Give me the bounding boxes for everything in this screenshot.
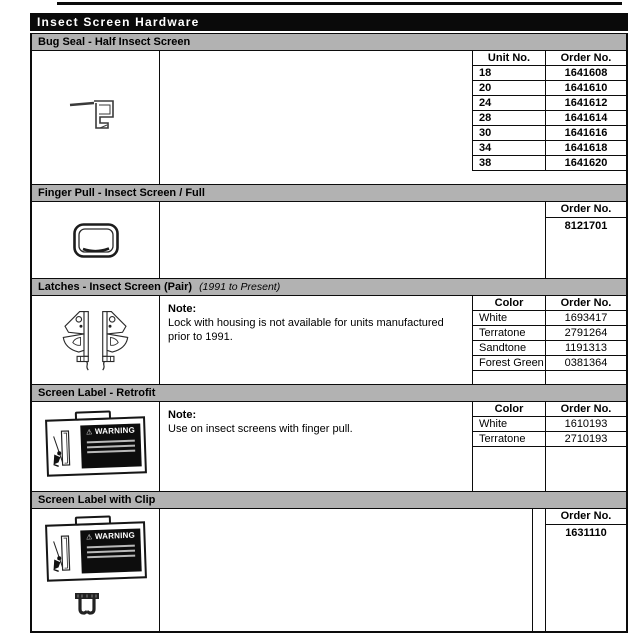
order-box (545, 509, 626, 631)
table-cell: 1641616 (546, 126, 626, 141)
bug-seal-image (67, 94, 125, 142)
order-box (545, 202, 626, 278)
table-cell: 2710193 (546, 432, 626, 447)
table-cell: White (473, 311, 546, 326)
catalog-page (30, 13, 628, 633)
product-image-cell (32, 51, 160, 184)
table-cell: 1641614 (546, 111, 626, 126)
section-content-row (32, 402, 626, 491)
table-header-cell: Color (473, 296, 546, 311)
page-title-bar (30, 13, 628, 31)
table-filler (546, 447, 626, 491)
warning-text-line (87, 450, 135, 454)
clip-image (74, 590, 100, 618)
table-cell: Terratone (473, 326, 546, 341)
section-bug-seal (32, 33, 626, 184)
note-label: Note: (168, 303, 197, 315)
empty-cell (160, 509, 533, 631)
color-order-table (472, 402, 626, 491)
section-screen-label-clip (32, 491, 626, 631)
gap-cell (533, 509, 545, 631)
note-label: Note: (168, 409, 197, 421)
table-cell: 38 (473, 156, 546, 171)
warning-triangle-icon: ⚠ (85, 429, 93, 437)
table-header-cell: Order No. (546, 296, 626, 311)
warning-panel (80, 528, 141, 573)
warning-label-tab (74, 410, 110, 420)
table-cell: Forest Green (473, 356, 546, 371)
section-finger-pull (32, 184, 626, 278)
table-filler (546, 371, 626, 384)
warning-text-line (86, 544, 134, 548)
table-cell: 18 (473, 66, 546, 81)
warning-heading: WARNING (94, 530, 135, 541)
section-header-bar (32, 278, 626, 296)
section-header-bar (32, 384, 626, 402)
warning-text-line (86, 440, 134, 444)
latch-right-image (100, 309, 133, 371)
empty-cell (160, 202, 545, 278)
warning-label-art (49, 532, 78, 575)
table-cell-area (545, 202, 626, 278)
section-content-row (32, 202, 626, 278)
warning-heading: WARNING (94, 425, 135, 437)
table-cell: Terratone (473, 432, 546, 447)
product-image-cell (32, 202, 160, 278)
table-cell: White (473, 417, 546, 432)
note-cell (160, 402, 472, 491)
table-cell: 2791264 (546, 326, 626, 341)
note-text: Use on insect screens with finger pull. (168, 423, 353, 435)
table-cell: 1641610 (546, 81, 626, 96)
section-content-row (32, 51, 626, 184)
section-header-label: Bug Seal - Half Insect Screen (38, 36, 191, 48)
unit-order-table (472, 51, 626, 171)
table-header-cell: Unit No. (473, 51, 546, 66)
table-cell: Sandtone (473, 341, 546, 356)
warning-label-tab (74, 515, 110, 525)
section-header-bar (32, 491, 626, 509)
empty-cell (160, 51, 472, 184)
table-cell: 24 (473, 96, 546, 111)
note-cell (160, 296, 472, 384)
finger-pull-image (72, 222, 120, 259)
product-image-cell (32, 296, 160, 384)
section-screen-label-retrofit (32, 384, 626, 491)
warning-text-line (87, 554, 135, 558)
table-cell: 1191313 (546, 341, 626, 356)
table-cell: 28 (473, 111, 546, 126)
table-cell: 30 (473, 126, 546, 141)
section-header-label: Finger Pull - Insect Screen / Full (38, 187, 205, 199)
latch-left-image (58, 309, 91, 371)
table-cell-area (472, 51, 626, 184)
warning-panel (80, 423, 141, 468)
table-cell-area (545, 509, 626, 631)
table-cell-area (472, 402, 626, 491)
color-order-table (472, 296, 626, 384)
section-header-bar (32, 184, 626, 202)
table-cell: 1641608 (546, 66, 626, 81)
warning-triangle-icon: ⚠ (85, 533, 93, 541)
section-header-note: (1991 to Present) (199, 281, 281, 293)
section-content-row (32, 509, 626, 631)
order-no-value: 8121701 (564, 220, 608, 232)
table-cell: 34 (473, 141, 546, 156)
order-no-header: Order No. (546, 509, 626, 525)
section-header-label: Screen Label with Clip (38, 494, 156, 506)
table-header-cell: Color (473, 402, 546, 417)
table-header-cell: Order No. (546, 402, 626, 417)
table-cell-area (472, 296, 626, 384)
table-cell: 20 (473, 81, 546, 96)
table-filler (473, 447, 546, 491)
note-text: Lock with housing is not available for units manufactured prior to 1991. (168, 317, 444, 343)
warning-label-art (49, 428, 78, 471)
section-latches (32, 278, 626, 384)
table-header-cell: Order No. (546, 51, 626, 66)
table-cell: 1641612 (546, 96, 626, 111)
product-image-cell (32, 509, 160, 631)
order-no-header: Order No. (546, 202, 626, 218)
section-header-bar (32, 33, 626, 51)
table-cell: 1641618 (546, 141, 626, 156)
order-no-value: 1631110 (565, 527, 607, 539)
section-header-label: Latches - Insect Screen (Pair) (38, 281, 193, 293)
warning-label-image (45, 521, 147, 581)
table-cell: 1693417 (546, 311, 626, 326)
table-filler (473, 371, 546, 384)
table-cell: 1641620 (546, 156, 626, 171)
page-top-edge-line (57, 2, 622, 5)
section-header-label: Screen Label - Retrofit (38, 387, 156, 399)
table-cell: 0381364 (546, 356, 626, 371)
product-image-cell (32, 402, 160, 491)
warning-text-line (86, 549, 134, 553)
warning-label-image (45, 416, 147, 476)
section-content-row (32, 296, 626, 384)
page-title: Insect Screen Hardware (37, 15, 200, 29)
warning-text-line (86, 445, 134, 449)
table-cell: 1610193 (546, 417, 626, 432)
